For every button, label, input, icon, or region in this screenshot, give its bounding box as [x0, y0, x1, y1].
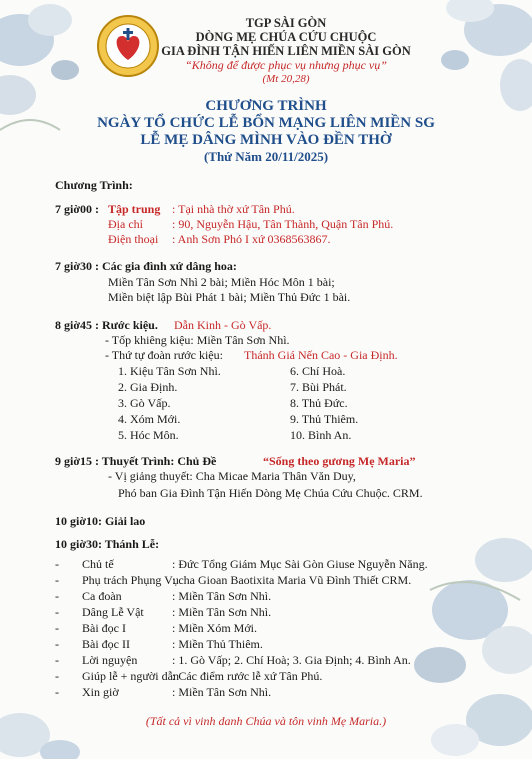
role-dash: -: [55, 669, 59, 683]
s1-head: Tập trung: [108, 202, 161, 216]
role-label: Ca đoàn: [82, 589, 122, 603]
procession-item: 2. Gia Định.: [118, 380, 178, 394]
role-label: Xin giờ: [82, 685, 119, 699]
s3-line-2-red: Thánh Giá Nến Cao - Gia Định.: [244, 348, 398, 362]
role-dash: -: [55, 573, 59, 587]
title-date: (Thứ Năm 20/11/2025): [203, 149, 329, 164]
header-quote: “Không để được phục vụ nhưng phục vụ”: [185, 58, 387, 72]
role-label: Phụ trách Phụng Vụ: [82, 573, 179, 587]
s3-line-2: - Thứ tự đoàn rước kiệu:: [105, 348, 223, 362]
procession-item: 1. Kiệu Tân Sơn Nhì.: [118, 364, 221, 378]
role-value: : Miền Thủ Thiêm.: [172, 637, 263, 651]
role-value: : cha Gioan Baotixita Maria Vũ Đình Thiết CRM.: [172, 573, 412, 587]
org-header: [20, 16, 532, 86]
role-dash: -: [55, 557, 59, 571]
header-line-1: TGP SÀI GÒN: [245, 16, 327, 30]
procession-item: 6. Chí Hoà.: [290, 364, 346, 378]
s1-head-val: : Tại nhà thờ xứ Tân Phú.: [172, 202, 295, 216]
title-line-2: NGÀY TỔ CHỨC LỄ BỔN MẠNG LIÊN MIỀN SG: [97, 115, 435, 131]
role-label: Bài đọc II: [82, 637, 130, 651]
role-dash: -: [55, 605, 59, 619]
role-dash: -: [55, 653, 59, 667]
procession-item: 9. Thủ Thiêm.: [290, 412, 359, 426]
role-value: : Miền Tân Sơn Nhì.: [172, 605, 272, 619]
s5-head: 10 giờ10: Giải lao: [55, 514, 146, 528]
s1-addr-val: : 90, Nguyễn Hậu, Tân Thành, Quận Tân Phú.: [172, 217, 394, 231]
procession-item: 5. Hóc Môn.: [118, 428, 179, 442]
role-label: Giúp lễ + người dẫn: [82, 669, 179, 683]
s1-phone-val: : Anh Sơn Phó I xứ 0368563867.: [172, 232, 331, 246]
s4-line-2: Phó ban Gia Đình Tận Hiến Dòng Mẹ Chúa Cứu Chuộc. CRM.: [118, 486, 423, 500]
role-value: : Miền Tân Sơn Nhì.: [172, 685, 272, 699]
s4-head: 9 giờ15 : Thuyết Trình: Chủ Đề: [55, 454, 217, 468]
s3-head: 8 giờ45 : Rước kiệu.: [55, 318, 158, 332]
program-title: [0, 98, 532, 165]
s3-line-1: - Tốp khiêng kiệu: Miền Tân Sơn Nhì.: [105, 333, 290, 347]
s1-time: 7 giờ00 :: [55, 202, 99, 216]
role-value: : Các điểm rước lễ xứ Tân Phú.: [172, 669, 323, 683]
s4-theme: “Sống theo gương Mẹ Maria”: [263, 454, 416, 468]
s2-head: 7 giờ30 : Các gia đình xứ dâng hoa:: [55, 259, 237, 273]
footer-note: (Tất cả vì vinh danh Chúa và tôn vinh Mẹ Maria.): [145, 714, 387, 728]
s2-line-2: Miền biệt lập Bùi Phát 1 bài; Miền Thủ Đức 1 bài.: [108, 290, 351, 304]
header-line-2: DÒNG MẸ CHÚA CỨU CHUỘC: [195, 30, 377, 44]
role-label: Lời nguyện: [82, 653, 138, 667]
procession-item: 10. Bình An.: [290, 428, 352, 442]
s2-line-1: Miền Tân Sơn Nhì 2 bài; Miền Hóc Môn 1 bài;: [108, 275, 335, 289]
role-dash: -: [55, 637, 59, 651]
role-value: : Miền Tân Sơn Nhì.: [172, 589, 272, 603]
procession-item: 3. Gò Vấp.: [118, 396, 171, 410]
procession-item: 8. Thủ Đức.: [290, 396, 348, 410]
s3-head-red: Dẫn Kinh - Gò Vấp.: [174, 318, 272, 332]
title-line-1: CHƯƠNG TRÌNH: [205, 98, 327, 114]
s6-head: 10 giờ30: Thánh Lễ:: [55, 537, 160, 551]
role-value: : Miền Xóm Mới.: [172, 621, 258, 635]
role-label: Dâng Lễ Vật: [82, 605, 144, 619]
header-line-3: GIA ĐÌNH TẬN HIẾN LIÊN MIỀN SÀI GÒN: [161, 44, 411, 58]
role-dash: -: [55, 685, 59, 699]
s4-line-1: - Vị giảng thuyết: Cha Micae Maria Thân Văn Duy,: [108, 469, 356, 483]
role-label: Chủ tế: [82, 557, 114, 571]
procession-item: 7. Bùi Phát.: [290, 380, 347, 394]
program-label: Chương Trình:: [55, 178, 133, 192]
title-line-3: LỄ MẸ DÂNG MÌNH VÀO ĐỀN THỜ: [140, 132, 392, 148]
role-value: : Đức Tổng Giám Mục Sài Gòn Giuse Nguyễn Năng.: [172, 557, 428, 571]
role-dash: -: [55, 589, 59, 603]
header-citation: (Mt 20,28): [262, 73, 310, 85]
role-label: Bài đọc I: [82, 621, 126, 635]
s1-phone-label: Điện thoại: [108, 232, 159, 246]
s1-addr-label: Địa chỉ: [108, 217, 143, 231]
role-dash: -: [55, 621, 59, 635]
procession-item: 4. Xóm Mới.: [118, 412, 181, 426]
role-value: : 1. Gò Vấp; 2. Chí Hoà; 3. Gia Định; 4. Bình An.: [172, 653, 411, 667]
